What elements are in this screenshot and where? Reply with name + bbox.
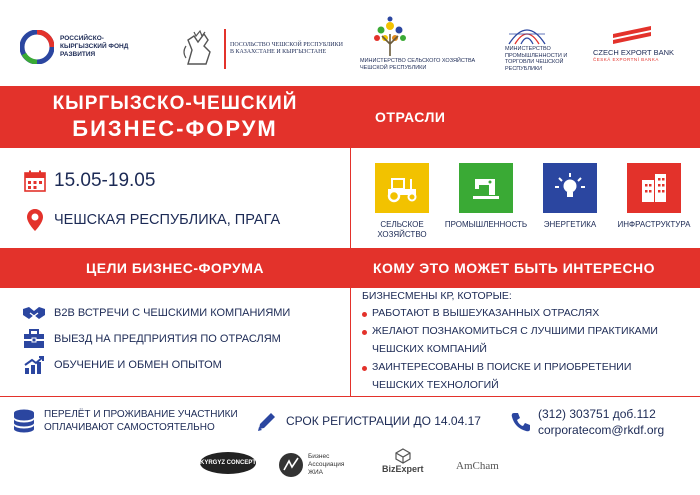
audience-item-2-line1: ЖЕЛАЮТ ПОЗНАКОМИТЬСЯ С ЛУЧШИМИ ПРАКТИКАМИ — [372, 325, 658, 337]
audience-item-2-line2: ЧЕШСКИХ КОМПАНИЙ — [372, 343, 487, 355]
trade-ministry-name: МИНИСТЕРСТВО ПРОМЫШЛЕННОСТИ И ТОРГОВЛИ ЧЕШСКОЙ РЕСПУБЛИКИ — [505, 46, 568, 72]
calendar-icon — [24, 170, 46, 192]
forum-dates-text: 15.05-19.05 — [54, 170, 156, 191]
embassy-logo — [178, 28, 348, 70]
handshake-icon — [22, 302, 46, 324]
ceb-wave-icon — [611, 24, 655, 46]
contacts — [510, 406, 664, 438]
forum-location-text: ЧЕШСКАЯ РЕСПУБЛИКА, ПРАГА — [54, 212, 281, 228]
registration-deadline-text: СРОК РЕГИСТРАЦИИ ДО 14.04.17 — [286, 414, 481, 428]
audience-item-1: РАБОТАЮТ В ВЫШЕУКАЗАННЫХ ОТРАСЛЯХ — [372, 307, 600, 319]
phone-icon — [510, 411, 532, 433]
ceb-name: CZECH EXPORT BANK — [593, 48, 674, 57]
contact-phone[interactable]: (312) 303751 доб.112 — [538, 407, 656, 421]
costs-info — [12, 408, 238, 434]
jia-name — [308, 453, 344, 477]
forum-location — [26, 208, 280, 232]
sectors-header: ОТРАСЛИ — [375, 109, 446, 125]
costs-text — [44, 408, 238, 434]
audience-intro: БИЗНЕСМЕНЫ КР, КОТОРЫЕ: — [362, 290, 512, 302]
registration-deadline — [256, 410, 481, 432]
contact-email[interactable]: corporatecom@rkdf.org — [538, 423, 665, 437]
sector-label-energy: ЭНЕРГЕТИКА — [543, 220, 597, 229]
jia-name-line1: Бизнес — [308, 453, 330, 460]
tractor-icon — [375, 163, 429, 213]
location-pin-icon — [26, 208, 44, 232]
growth-chart-icon — [22, 354, 46, 376]
amcham-name: AmCham — [456, 460, 499, 472]
buildings-icon — [627, 163, 681, 213]
goal-item-b2b — [22, 302, 290, 324]
goals-header-bar — [0, 248, 350, 288]
forum-title-bar — [0, 86, 350, 148]
globe-network-icon — [505, 22, 549, 46]
jia-logo — [278, 452, 344, 478]
sectors-header-bar — [351, 86, 700, 148]
goal-item-visits — [22, 328, 281, 350]
sector-label-agriculture-line1: СЕЛЬСКОЕ — [380, 220, 424, 229]
audience-header: КОМУ ЭТО МОЖЕТ БЫТЬ ИНТЕРЕСНО — [373, 260, 656, 276]
sector-label-agriculture-line2: ХОЗЯЙСТВО — [377, 230, 427, 239]
tree-icon — [370, 16, 410, 58]
czech-lion-icon — [178, 28, 220, 70]
jia-name-line3: ЖИА — [308, 469, 324, 476]
agri-ministry-name: МИНИСТЕРСТВО СЕЛЬСКОГО ХОЗЯЙСТВА ЧЕШСКОЙ РЕСПУБЛИКИ — [360, 58, 476, 71]
agri-ministry-logo — [360, 16, 485, 71]
light-bulb-icon — [543, 163, 597, 213]
goal-item-training — [22, 354, 222, 376]
pencil-icon — [256, 410, 278, 432]
goal-text-visits: ВЫЕЗД НА ПРЕДПРИЯТИЯ ПО ОТРАСЛЯМ — [54, 333, 281, 345]
embassy-divider — [224, 29, 226, 69]
forum-title-line1: КЫРГЫЗСКО-ЧЕШСКИЙ — [52, 93, 298, 114]
partner-logo-strip — [0, 0, 700, 86]
bullet-icon — [362, 366, 367, 371]
sector-label-infrastructure: ИНФРАСТРУКТУРА — [617, 220, 691, 229]
rkfr-emblem-icon — [20, 30, 54, 64]
czech-export-bank-logo — [593, 24, 674, 62]
forum-title-line2: БИЗНЕС-ФОРУМ — [72, 116, 278, 141]
jia-name-line2: Ассоциация — [308, 461, 345, 468]
rkfr-logo — [20, 30, 142, 64]
goals-header: ЦЕЛИ БИЗНЕС-ФОРУМА — [86, 260, 264, 276]
bullet-icon — [362, 330, 367, 335]
sewing-machine-icon — [459, 163, 513, 213]
goal-text-b2b: B2B ВСТРЕЧИ С ЧЕШСКИМИ КОМПАНИЯМИ — [54, 307, 291, 319]
embassy-name: ПОСОЛЬСТВО ЧЕШСКОЙ РЕСПУБЛИКИ В КАЗАХСТАНЕ И КЫРГЫЗСТАНЕ — [230, 41, 343, 55]
info-divider — [0, 396, 700, 397]
contacts-text — [538, 406, 664, 438]
rkfr-name: РОССИЙСКО-КЫРГЫЗСКИЙ ФОНД РАЗВИТИЯ — [60, 35, 129, 58]
ceb-subname: ČESKÁ EXPORTNÍ BANKA — [593, 57, 659, 62]
bizexpert-name: BizExpert — [382, 464, 424, 474]
bizexpert-cube-icon — [395, 448, 411, 464]
amcham-logo — [456, 460, 499, 472]
audience-item-3-line2: ЧЕШСКИХ ТЕХНОЛОГИЙ — [372, 379, 499, 391]
sector-label-agriculture — [362, 220, 442, 240]
coins-icon — [12, 408, 36, 434]
costs-text-line2: ОПЛАЧИВАЮТ САМОСТОЯТЕЛЬНО — [44, 422, 215, 433]
audience-item-3-line1: ЗАИНТЕРЕСОВАНЫ В ПОИСКЕ И ПРИОБРЕТЕНИИ — [372, 361, 632, 373]
briefcase-icon — [22, 328, 46, 350]
sector-label-industry: ПРОМЫШЛЕННОСТЬ — [444, 220, 528, 229]
bizexpert-logo — [382, 448, 424, 474]
audience-header-bar — [351, 248, 700, 288]
bullet-icon — [362, 312, 367, 317]
jia-emblem-icon — [278, 452, 304, 478]
goal-text-training: ОБУЧЕНИЕ И ОБМЕН ОПЫТОМ — [54, 359, 222, 371]
kyrgyz-concept-logo — [200, 452, 256, 474]
forum-dates — [24, 170, 155, 192]
kyrgyz-concept-badge: KYRGYZ CONCEPT — [200, 452, 256, 474]
trade-ministry-logo — [505, 22, 575, 72]
costs-text-line1: ПЕРЕЛЁТ И ПРОЖИВАНИЕ УЧАСТНИКИ — [44, 409, 238, 420]
